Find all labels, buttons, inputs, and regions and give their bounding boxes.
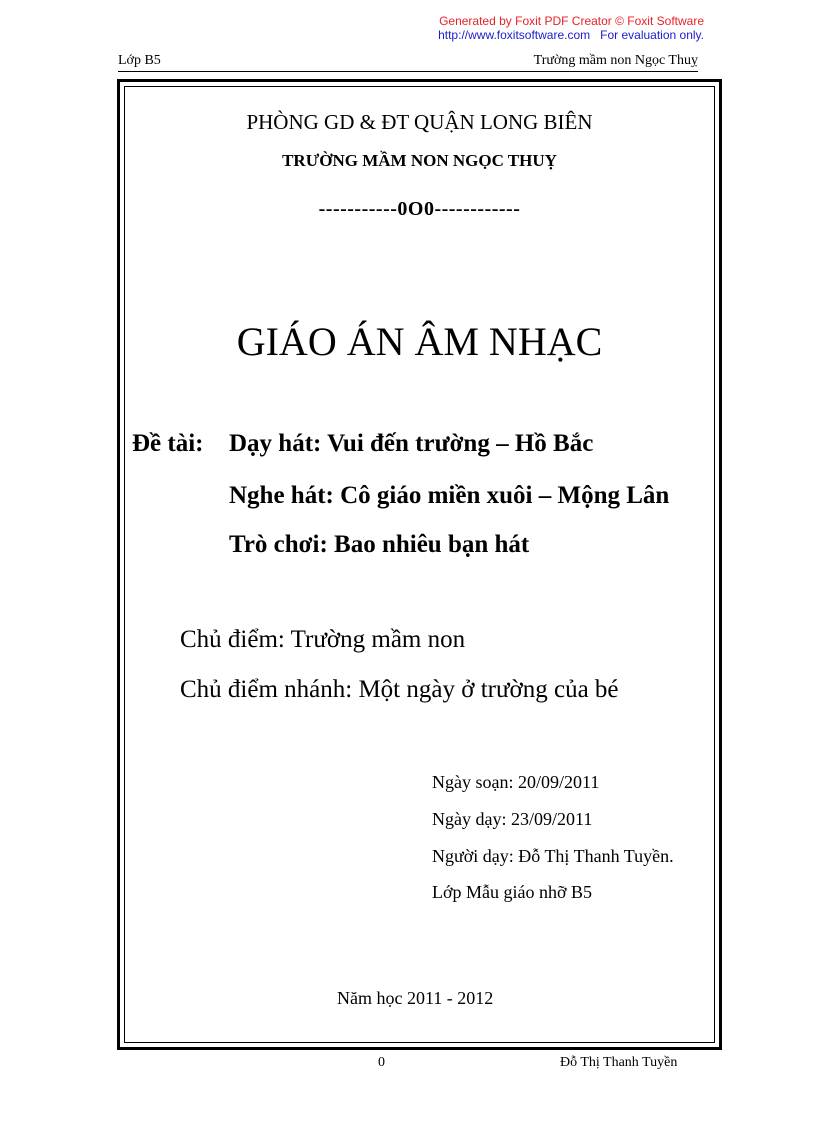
foxit-watermark bbox=[438, 14, 704, 42]
sub-theme: Chủ điểm nhánh: Một ngày ở trường của bé bbox=[180, 676, 619, 703]
school-name: TRƯỜNG MẦM NON NGỌC THUỴ bbox=[282, 151, 557, 170]
footer-author: Đỗ Thị Thanh Tuyền bbox=[560, 1055, 678, 1070]
topic-listening: Nghe hát: Cô giáo miền xuôi – Mộng Lân bbox=[229, 482, 670, 509]
watermark-link-line bbox=[438, 28, 704, 42]
teacher: Người dạy: Đỗ Thị Thanh Tuyền. bbox=[432, 846, 674, 866]
watermark-url[interactable]: http://www.foxitsoftware.com bbox=[438, 28, 591, 42]
footer-rule bbox=[118, 1048, 698, 1049]
class-name: Lớp Mẫu giáo nhỡ B5 bbox=[432, 882, 593, 902]
page-number: 0 bbox=[378, 1055, 385, 1070]
header-class: Lớp B5 bbox=[118, 53, 161, 68]
teaching-date: Ngày dạy: 23/09/2011 bbox=[432, 809, 593, 829]
topic-singing: Dạy hát: Vui đến trường – Hồ Bắc bbox=[229, 430, 594, 457]
document-title: GIÁO ÁN ÂM NHẠC bbox=[236, 319, 603, 364]
prepared-date: Ngày soạn: 20/09/2011 bbox=[432, 772, 600, 792]
header-rule bbox=[118, 71, 698, 72]
school-year: Năm học 2011 - 2012 bbox=[337, 988, 494, 1008]
department-name: PHÒNG GD & ĐT QUẬN LONG BIÊN bbox=[246, 110, 593, 134]
header-school: Trường mầm non Ngọc Thuỵ bbox=[533, 53, 698, 68]
cover-frame-inner bbox=[124, 86, 715, 1043]
topic-game: Trò chơi: Bao nhiêu bạn hát bbox=[229, 531, 530, 558]
topic-label: Đề tài: bbox=[132, 430, 204, 457]
theme: Chủ điểm: Trường mầm non bbox=[180, 626, 466, 653]
separator: -----------0O0------------ bbox=[318, 198, 521, 220]
watermark-note: For evaluation only. bbox=[600, 28, 704, 42]
watermark-line: Generated by Foxit PDF Creator © Foxit Software bbox=[439, 14, 704, 28]
